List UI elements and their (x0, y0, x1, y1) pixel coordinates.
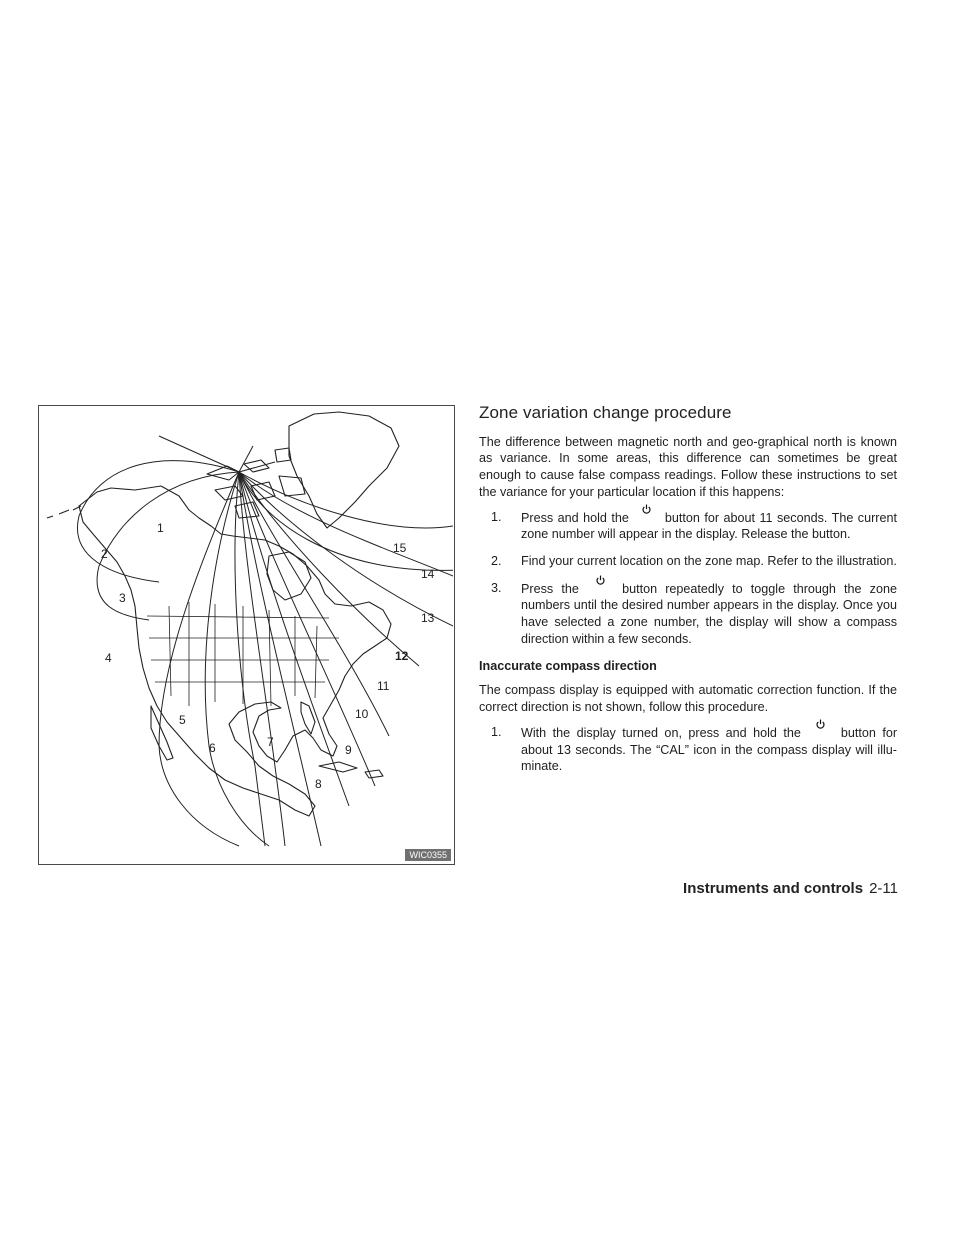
zone-label-9: 9 (345, 743, 352, 757)
step-number: 1. (491, 509, 502, 524)
steps-list (479, 509, 897, 648)
list-item (491, 553, 897, 570)
step-text-after: button repeatedly to toggle through the zone numbers until the desired number appears in the display. Once you have selected a zone number, the display will show a compass direction within a few seconds. (521, 581, 897, 646)
step-text-after: button for about 11 seconds. The current zone number will appear in the display. Release the button. (521, 510, 898, 542)
zone-map (39, 406, 453, 863)
sub-heading: Inaccurate compass direction (479, 658, 657, 673)
step-text: Find your current location on the zone map. Refer to the illustration. (521, 554, 897, 569)
footer-section-title: Instruments and controls (683, 880, 864, 897)
zone-label-1: 1 (157, 521, 164, 535)
zone-label-2: 2 (101, 547, 108, 561)
zone-label-12: 12 (395, 649, 409, 663)
list-item (491, 509, 897, 543)
sub-paragraph: The compass display is equipped with automatic correction function. If the correct direction is not shown, follow this procedure. (479, 683, 897, 715)
page-number: 2-11 (869, 880, 898, 897)
zone-label-7: 7 (267, 735, 274, 749)
zone-label-14: 14 (421, 567, 435, 581)
zone-label-11: 11 (377, 679, 390, 693)
list-item (491, 580, 897, 648)
step-number: 3. (491, 580, 502, 595)
power-icon (633, 509, 660, 523)
section-title: Zone variation change procedure (479, 403, 732, 422)
zone-map-figure (38, 405, 455, 865)
power-icon (587, 580, 614, 594)
power-icon (807, 724, 834, 738)
step-text-before: With the display turned on, press and hold the (521, 725, 801, 740)
intro-paragraph: The difference between magnetic north and geo-graphical north is known as variance. In some areas, this difference can sometimes be great enough to cause false compass readings. Follow these instructions to set the variance for your particular location if this happens: (479, 434, 897, 499)
step-text-after: button for about 13 seconds. The “CAL” icon in the compass display will illu-minate. (521, 725, 898, 774)
text-column (479, 402, 897, 785)
zone-label-8: 8 (315, 777, 322, 791)
zone-label-15: 15 (393, 541, 407, 555)
aleutian-islands (47, 506, 81, 518)
zone-lines (77, 436, 453, 846)
step-number: 2. (491, 554, 502, 569)
sub-steps-list (479, 724, 897, 775)
arctic-islands (207, 448, 305, 518)
zone-label-3: 3 (119, 591, 126, 605)
zone-label-13: 13 (421, 611, 435, 625)
step-number: 1. (491, 724, 502, 739)
step-text-before: Press the (521, 581, 579, 596)
figure-id: WIC0355 (405, 849, 451, 861)
page-footer (683, 880, 898, 897)
zone-label-10: 10 (355, 707, 369, 721)
zone-label-4: 4 (105, 651, 112, 665)
caribbean-islands (319, 762, 383, 778)
step-text-before: Press and hold the (521, 510, 629, 525)
zone-label-6: 6 (209, 741, 216, 755)
zone-label-5: 5 (179, 713, 186, 727)
list-item (491, 724, 897, 775)
greenland-outline (289, 412, 399, 528)
